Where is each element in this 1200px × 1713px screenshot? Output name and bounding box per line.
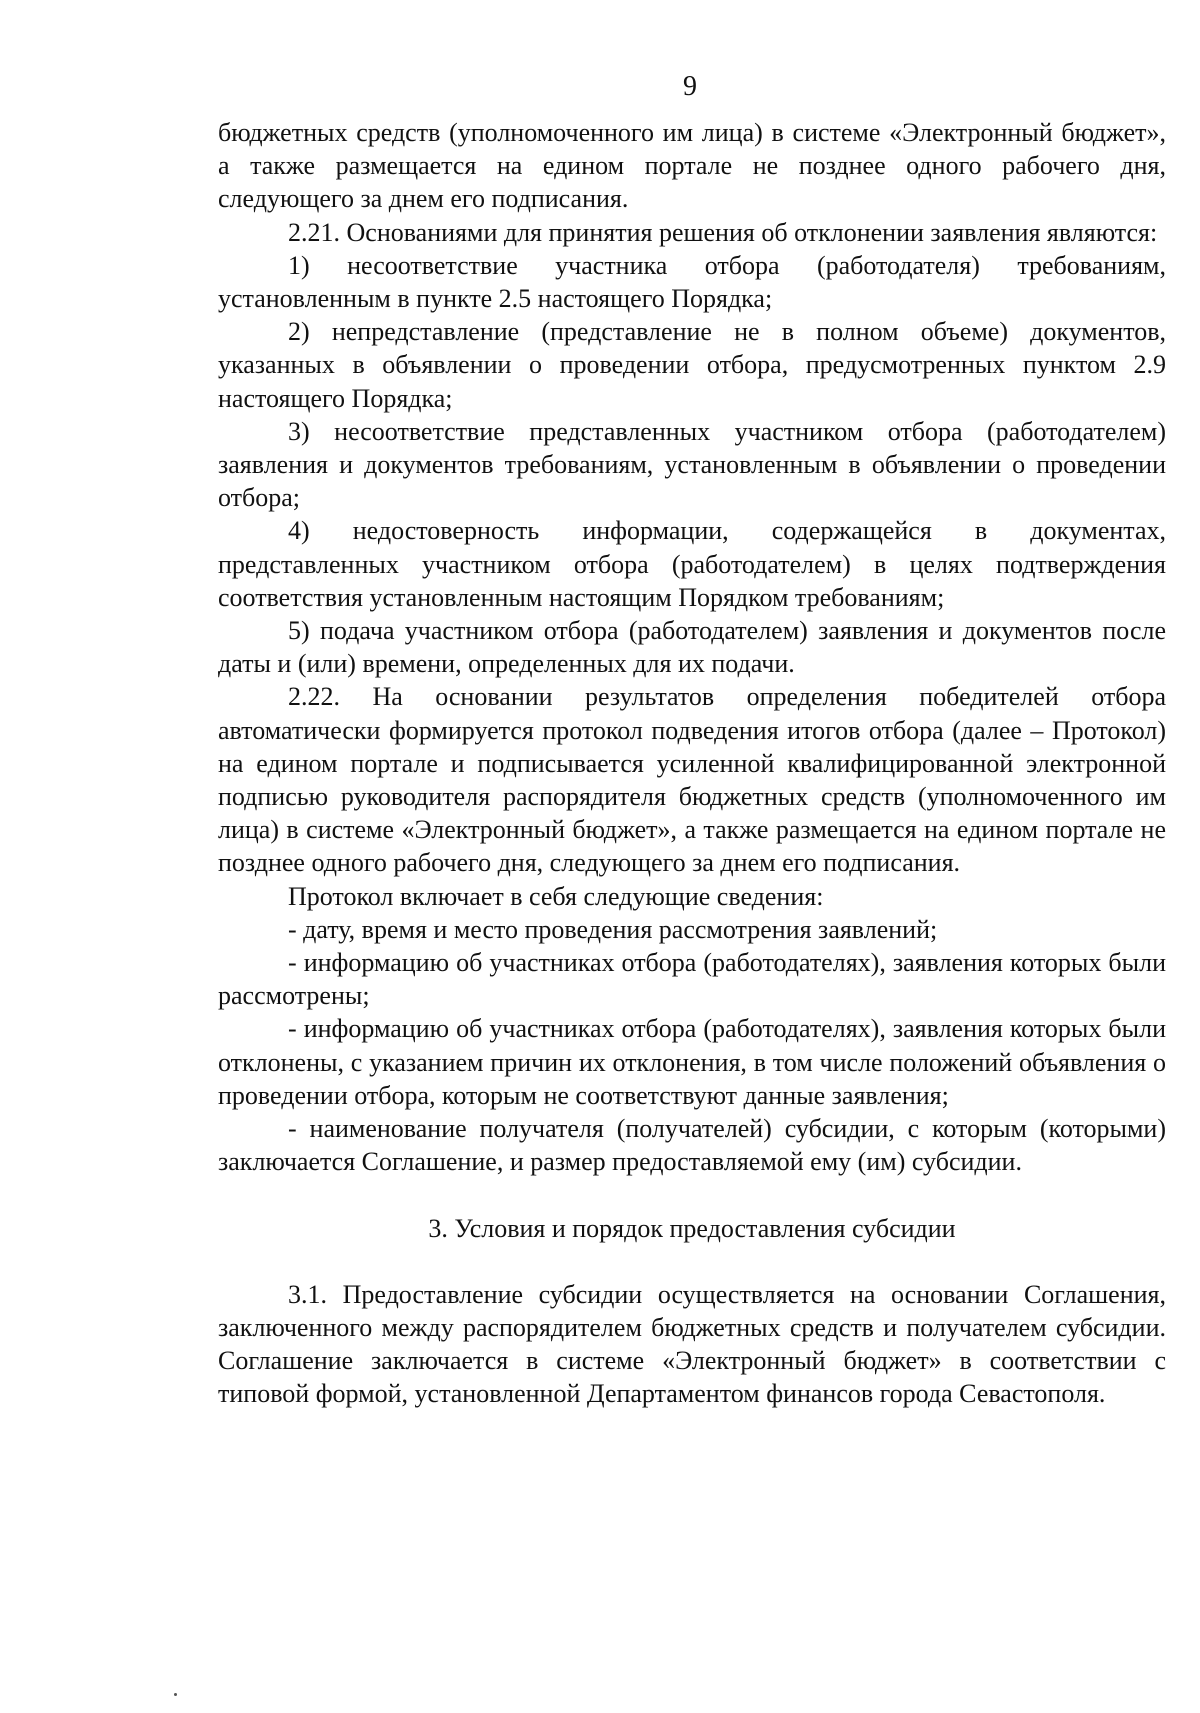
protocol-item-rejected: - информацию об участниках отбора (работодателях), заявления которых были отклонены, с указанием причин их отклонения, в том числе положений объявления о проведении отбора, которым не соответствуют данные заявления; [218, 1014, 1166, 1110]
list-item-1: 1) несоответствие участника отбора (работодателя) требованиям, установленным в пункте 2.5 настоящего Порядка; [218, 250, 1166, 314]
protocol-intro: Протокол включает в себя следующие сведения: [288, 881, 824, 911]
protocol-item-date: - дату, время и место проведения рассмотрения заявлений; [288, 914, 938, 944]
protocol-item-reviewed: - информацию об участниках отбора (работодателях), заявления которых были рассмотрены; [218, 948, 1166, 1011]
list-item-4: 4) недостоверность информации, содержащейся в документах, представленных участником отбора (работодателем) в целях подтверждения соответствия установленным настоящим Порядком требованиям; [218, 516, 1166, 612]
paragraph-2-22: 2.22. На основании результатов определения победителей отбора автоматически формируется протокол подведения итогов отбора (далее – Протокол) на едином портале и подписывается усиленной квалифицированной электронной подписью руководителя распорядителя бюджетных средств (уполномоченного им лица) в системе «Электронный бюджет», а также размещается на едином портале не позднее одного рабочего дня, следующего за днем его подписания. [218, 682, 1166, 878]
list-item-3: 3) несоответствие представленных участником отбора (работодателем) заявления и документов требованиям, установленным в объявлении о проведении отбора; [218, 416, 1166, 513]
paragraph-2-21: 2.21. Основаниями для принятия решения об отклонении заявления являются: [288, 217, 1158, 247]
list-item-5: 5) подача участником отбора (работодателем) заявления и документов после даты и (или) времени, определенных для их подачи. [218, 616, 1166, 679]
document-body [218, 116, 1166, 1411]
list-item-2: 2) непредставление (представление не в полном объеме) документов, указанных в объявлении о проведении отбора, предусмотренных пунктом 2.9 настоящего Порядка; [218, 317, 1166, 413]
page-number: 9 [683, 71, 697, 102]
paragraph-3-1: 3.1. Предоставление субсидии осуществляется на основании Соглашения, заключенного между распорядителем бюджетных средств и получателем субсидии. Соглашение заключается в системе «Электронный бюджет» в соответствии с типовой формой, установленной Департаментом финансов города Севастополя. [218, 1279, 1166, 1409]
section-heading: 3. Условия и порядок предоставления субсидии [428, 1213, 956, 1243]
scan-speck [174, 1693, 177, 1696]
protocol-item-recipient: - наименование получателя (получателей) субсидии, с которым (которыми) заключается Соглашение, и размер предоставляемой ему (им) субсидии. [218, 1114, 1166, 1177]
paragraph-continuation: бюджетных средств (уполномоченного им лица) в системе «Электронный бюджет», а также размещается на едином портале не позднее одного рабочего дня, следующего за днем его подписания. [218, 118, 1166, 214]
